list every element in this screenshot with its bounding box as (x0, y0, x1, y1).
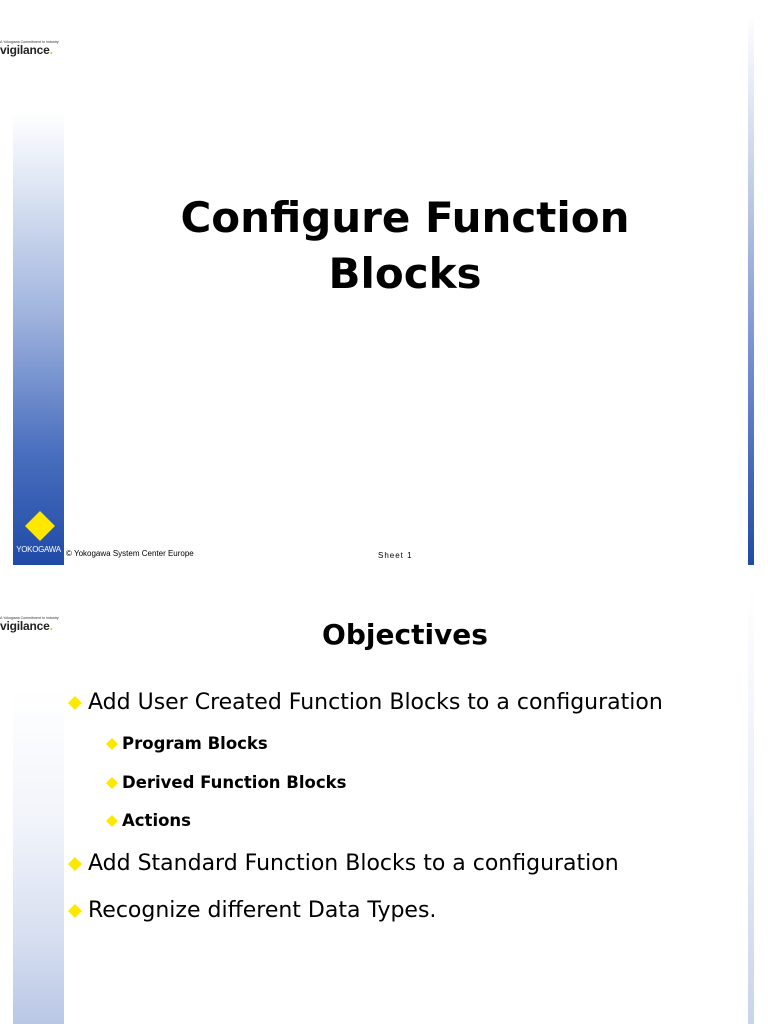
sheet-number: Sheet 1 (378, 551, 413, 560)
logo-word-text: vigilance (0, 43, 50, 57)
left-gradient-strip (13, 689, 64, 1024)
title-line-1: Configure Function (180, 193, 630, 242)
yellow-diamond-icon (68, 857, 82, 871)
slide-2 (0, 587, 768, 1024)
bullet-item (68, 690, 663, 715)
right-gradient-edge (748, 587, 754, 1024)
right-gradient-edge (748, 14, 754, 565)
yokogawa-label: YOKOGAWA (16, 545, 61, 554)
slide-title (80, 190, 730, 302)
title-line-2: Blocks (328, 249, 482, 298)
yellow-diamond-icon (68, 696, 82, 710)
logo-tagline: A Yokogawa Commitment to Industry (0, 40, 59, 44)
left-gradient-strip (13, 112, 64, 565)
sub-bullet-item (106, 773, 346, 792)
slide-separator (0, 565, 768, 587)
bullet-item (68, 851, 619, 876)
vigilance-logo (0, 616, 90, 633)
logo-word-text: vigilance (0, 619, 50, 633)
logo-wordmark (0, 620, 90, 633)
logo-tagline: A Yokogawa Commitment to Industry (0, 616, 59, 620)
yellow-diamond-icon (68, 904, 82, 918)
bullet-text: Add User Created Function Blocks to a configuration (88, 690, 663, 715)
sub-bullet-item (106, 734, 268, 753)
yellow-diamond-icon (106, 815, 118, 827)
copyright-text: © Yokogawa System Center Europe (66, 549, 194, 558)
yellow-diamond-icon (106, 777, 118, 789)
bullet-text: Add Standard Function Blocks to a configuration (88, 851, 619, 876)
bullet-text: Program Blocks (122, 734, 268, 753)
vigilance-logo (0, 40, 90, 57)
bullet-text: Actions (122, 811, 191, 830)
yellow-diamond-icon (106, 738, 118, 750)
yokogawa-logo (13, 508, 64, 564)
bullet-text: Recognize different Data Types. (88, 898, 437, 923)
slide-title: Objectives (322, 618, 488, 651)
logo-dot: . (49, 43, 53, 57)
yokogawa-diamond-icon (25, 511, 55, 541)
bullet-text: Derived Function Blocks (122, 773, 347, 792)
logo-wordmark (0, 44, 90, 57)
sub-bullet-item (106, 811, 191, 830)
bullet-item (68, 898, 436, 923)
logo-dot: . (49, 619, 53, 633)
